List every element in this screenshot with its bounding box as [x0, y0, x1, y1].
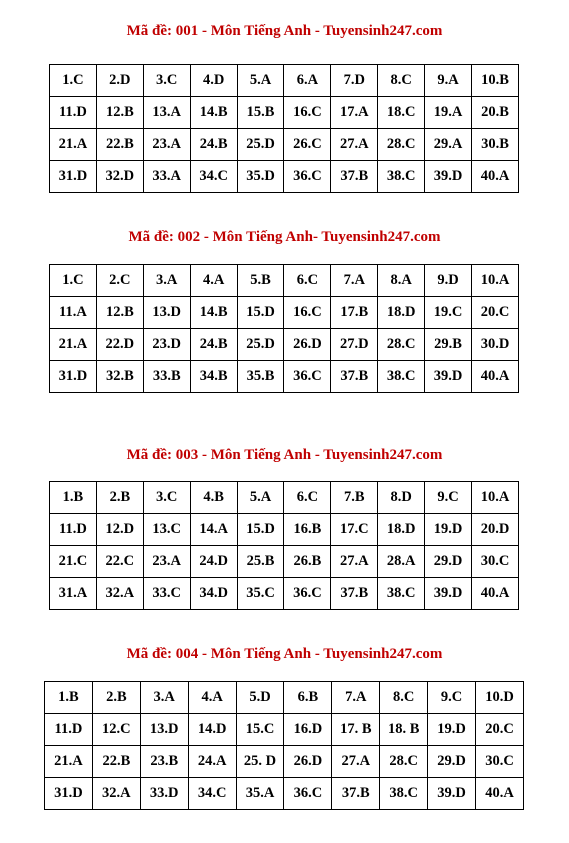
answer-cell: 15.D	[237, 297, 284, 329]
answer-cell: 7.B	[331, 482, 378, 514]
answer-cell: 26.D	[284, 329, 331, 361]
answer-cell: 18. B	[380, 714, 428, 746]
answer-cell: 12.B	[96, 297, 143, 329]
answer-cell: 24.D	[190, 546, 237, 578]
answer-cell: 37.B	[332, 778, 380, 810]
table-row	[50, 578, 519, 610]
answer-cell: 24.B	[190, 129, 237, 161]
answer-cell: 25.D	[237, 129, 284, 161]
answer-cell: 39.D	[425, 578, 472, 610]
answer-cell: 31.D	[50, 361, 97, 393]
answer-cell: 1.B	[45, 682, 93, 714]
answer-cell: 36.C	[284, 778, 332, 810]
answer-cell: 31.D	[50, 161, 97, 193]
answer-cell: 31.D	[45, 778, 93, 810]
answer-cell: 20.C	[476, 714, 524, 746]
answer-cell: 38.C	[378, 578, 425, 610]
answer-cell: 18.D	[378, 514, 425, 546]
answer-cell: 17.A	[331, 97, 378, 129]
table-row	[50, 361, 519, 393]
answer-cell: 28.C	[378, 129, 425, 161]
answer-cell: 10.D	[476, 682, 524, 714]
answer-cell: 38.C	[378, 161, 425, 193]
answer-cell: 17.B	[331, 297, 378, 329]
answer-cell: 32.B	[96, 361, 143, 393]
answer-cell: 9.C	[428, 682, 476, 714]
answer-cell: 9.A	[425, 65, 472, 97]
answer-cell: 39.D	[425, 161, 472, 193]
answer-cell: 29.D	[425, 546, 472, 578]
answer-cell: 26.D	[284, 746, 332, 778]
table-row	[45, 746, 524, 778]
table-row	[50, 329, 519, 361]
table-row	[50, 514, 519, 546]
table-row	[50, 129, 519, 161]
answer-cell: 21.A	[45, 746, 93, 778]
answer-cell: 27.A	[331, 129, 378, 161]
answer-cell: 39.D	[425, 361, 472, 393]
answer-cell: 8.C	[380, 682, 428, 714]
answer-cell: 22.D	[96, 329, 143, 361]
answer-cell: 2.B	[96, 482, 143, 514]
answer-cell: 25.B	[237, 546, 284, 578]
answer-cell: 29.B	[425, 329, 472, 361]
answer-cell: 4.B	[190, 482, 237, 514]
answer-cell: 22.C	[96, 546, 143, 578]
answer-cell: 14.D	[188, 714, 236, 746]
answer-cell: 8.C	[378, 65, 425, 97]
answer-cell: 18.C	[378, 97, 425, 129]
answer-cell: 36.C	[284, 578, 331, 610]
answer-cell: 28.C	[380, 746, 428, 778]
answer-cell: 32.A	[96, 578, 143, 610]
answer-cell: 30.D	[472, 329, 519, 361]
answer-cell: 7.A	[332, 682, 380, 714]
answer-cell: 39.D	[428, 778, 476, 810]
answer-cell: 23.D	[143, 329, 190, 361]
answer-cell: 14.B	[190, 297, 237, 329]
table-row	[50, 482, 519, 514]
answer-cell: 2.C	[96, 265, 143, 297]
answer-cell: 7.A	[331, 265, 378, 297]
answer-cell: 25.D	[237, 329, 284, 361]
answer-cell: 17.C	[331, 514, 378, 546]
answer-cell: 19.A	[425, 97, 472, 129]
answer-cell: 10.B	[472, 65, 519, 97]
answer-table-4	[44, 681, 524, 810]
table-row	[45, 682, 524, 714]
answer-cell: 38.C	[380, 778, 428, 810]
table-row	[50, 297, 519, 329]
answer-cell: 34.D	[190, 578, 237, 610]
answer-cell: 35.D	[237, 161, 284, 193]
answer-cell: 3.C	[143, 65, 190, 97]
answer-cell: 12.B	[96, 97, 143, 129]
answer-cell: 3.A	[143, 265, 190, 297]
answer-cell: 4.A	[188, 682, 236, 714]
answer-cell: 15.B	[237, 97, 284, 129]
answer-cell: 16.C	[284, 97, 331, 129]
answer-cell: 37.B	[331, 161, 378, 193]
answer-cell: 30.C	[472, 546, 519, 578]
answer-cell: 27.A	[331, 546, 378, 578]
table-row	[45, 778, 524, 810]
answer-cell: 19.D	[428, 714, 476, 746]
answer-key-title-1: Mã đề: 001 - Môn Tiếng Anh - Tuyensinh247.com	[126, 23, 443, 39]
answer-cell: 4.A	[190, 265, 237, 297]
answer-cell: 18.D	[378, 297, 425, 329]
answer-cell: 33.B	[143, 361, 190, 393]
answer-cell: 12.D	[96, 514, 143, 546]
table-row	[50, 161, 519, 193]
answer-cell: 33.D	[140, 778, 188, 810]
answer-cell: 13.D	[143, 297, 190, 329]
answer-cell: 23.A	[143, 129, 190, 161]
answer-cell: 35.C	[237, 578, 284, 610]
answer-cell: 37.B	[331, 578, 378, 610]
answer-cell: 31.A	[50, 578, 97, 610]
answer-cell: 34.C	[188, 778, 236, 810]
answer-cell: 22.B	[96, 129, 143, 161]
answer-cell: 1.B	[50, 482, 97, 514]
answer-cell: 20.B	[472, 97, 519, 129]
answer-cell: 21.A	[50, 129, 97, 161]
answer-cell: 6.A	[284, 65, 331, 97]
answer-cell: 28.C	[378, 329, 425, 361]
answer-cell: 35.B	[237, 361, 284, 393]
answer-cell: 36.C	[284, 161, 331, 193]
answer-cell: 19.D	[425, 514, 472, 546]
answer-cell: 1.C	[50, 65, 97, 97]
table-row	[50, 546, 519, 578]
answer-cell: 23.A	[143, 546, 190, 578]
answer-table-2	[49, 264, 519, 393]
answer-cell: 27.D	[331, 329, 378, 361]
answer-cell: 15.D	[237, 514, 284, 546]
answer-cell: 5.D	[236, 682, 284, 714]
answer-cell: 5.B	[237, 265, 284, 297]
answer-cell: 13.C	[143, 514, 190, 546]
answer-cell: 23.B	[140, 746, 188, 778]
answer-cell: 24.B	[190, 329, 237, 361]
answer-cell: 21.A	[50, 329, 97, 361]
answer-table-3	[49, 481, 519, 610]
answer-cell: 36.C	[284, 361, 331, 393]
answer-cell: 40.A	[472, 361, 519, 393]
answer-cell: 33.A	[143, 161, 190, 193]
answer-cell: 14.B	[190, 97, 237, 129]
answer-cell: 34.B	[190, 361, 237, 393]
answer-cell: 27.A	[332, 746, 380, 778]
table-row	[45, 714, 524, 746]
answer-cell: 28.A	[378, 546, 425, 578]
answer-cell: 5.A	[237, 482, 284, 514]
answer-cell: 32.A	[92, 778, 140, 810]
answer-cell: 40.A	[472, 578, 519, 610]
answer-cell: 17. B	[332, 714, 380, 746]
answer-cell: 2.B	[92, 682, 140, 714]
answer-cell: 9.C	[425, 482, 472, 514]
answer-cell: 10.A	[472, 482, 519, 514]
answer-cell: 30.C	[476, 746, 524, 778]
answer-key-title-3: Mã đề: 003 - Môn Tiếng Anh - Tuyensinh247.com	[126, 447, 443, 463]
answer-cell: 30.B	[472, 129, 519, 161]
answer-cell: 26.C	[284, 129, 331, 161]
answer-cell: 6.C	[284, 482, 331, 514]
answer-cell: 6.B	[284, 682, 332, 714]
answer-cell: 12.C	[92, 714, 140, 746]
answer-cell: 16.D	[284, 714, 332, 746]
answer-cell: 21.C	[50, 546, 97, 578]
answer-cell: 5.A	[237, 65, 284, 97]
answer-cell: 6.C	[284, 265, 331, 297]
answer-cell: 37.B	[331, 361, 378, 393]
table-row	[50, 65, 519, 97]
answer-cell: 32.D	[96, 161, 143, 193]
answer-cell: 3.A	[140, 682, 188, 714]
answer-key-title-2: Mã đề: 002 - Môn Tiếng Anh- Tuyensinh247.com	[128, 229, 441, 245]
answer-cell: 8.A	[378, 265, 425, 297]
answer-cell: 15.C	[236, 714, 284, 746]
answer-cell: 1.C	[50, 265, 97, 297]
answer-cell: 8.D	[378, 482, 425, 514]
answer-cell: 16.C	[284, 297, 331, 329]
answer-cell: 29.A	[425, 129, 472, 161]
table-row	[50, 97, 519, 129]
table-row	[50, 265, 519, 297]
answer-cell: 16.B	[284, 514, 331, 546]
answer-cell: 2.D	[96, 65, 143, 97]
answer-table-1	[49, 64, 519, 193]
answer-cell: 34.C	[190, 161, 237, 193]
answer-cell: 11.D	[45, 714, 93, 746]
answer-cell: 7.D	[331, 65, 378, 97]
answer-cell: 13.A	[143, 97, 190, 129]
answer-cell: 11.D	[50, 514, 97, 546]
answer-cell: 9.D	[425, 265, 472, 297]
answer-key-title-4: Mã đề: 004 - Môn Tiếng Anh - Tuyensinh247.com	[126, 646, 443, 662]
answer-cell: 40.A	[472, 161, 519, 193]
answer-cell: 24.A	[188, 746, 236, 778]
answer-cell: 22.B	[92, 746, 140, 778]
answer-cell: 3.C	[143, 482, 190, 514]
answer-cell: 14.A	[190, 514, 237, 546]
answer-cell: 35.A	[236, 778, 284, 810]
answer-cell: 19.C	[425, 297, 472, 329]
answer-cell: 10.A	[472, 265, 519, 297]
answer-cell: 25. D	[236, 746, 284, 778]
answer-cell: 33.C	[143, 578, 190, 610]
answer-cell: 40.A	[476, 778, 524, 810]
answer-cell: 38.C	[378, 361, 425, 393]
answer-cell: 4.D	[190, 65, 237, 97]
answer-cell: 20.D	[472, 514, 519, 546]
answer-cell: 11.D	[50, 97, 97, 129]
answer-cell: 29.D	[428, 746, 476, 778]
answer-cell: 11.A	[50, 297, 97, 329]
answer-cell: 20.C	[472, 297, 519, 329]
answer-cell: 13.D	[140, 714, 188, 746]
answer-cell: 26.B	[284, 546, 331, 578]
